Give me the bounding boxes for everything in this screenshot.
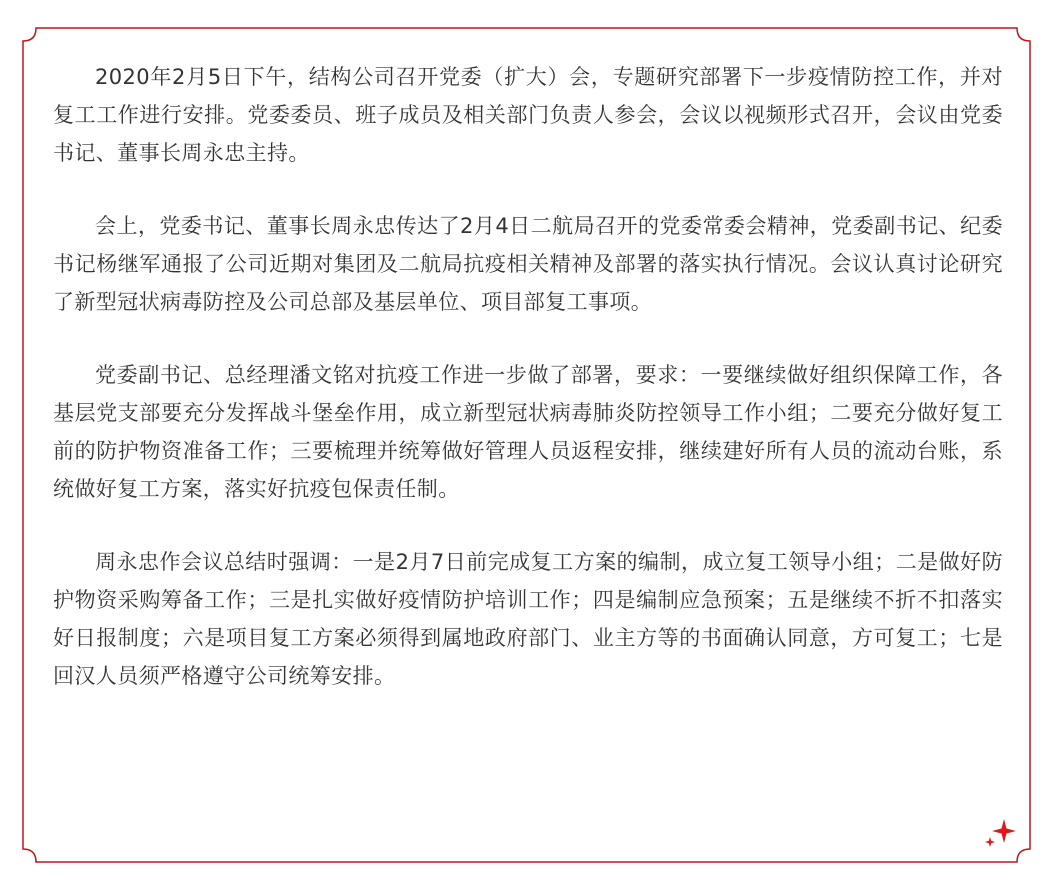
- article-body: [53, 58, 1003, 730]
- sparkle-icon: [982, 815, 1018, 851]
- paragraph-2: 会上，党委书记、董事长周永忠传达了2月4日二航局召开的党委常委会精神，党委副书记、纪委书记杨继军通报了公司近期对集团及二航局抗疫相关精神及部署的落实执行情况。会议认真讨论研究了新型冠状病毒防控及公司总部及基层单位、项目部复工事项。: [53, 214, 1003, 314]
- paragraph-1: 2020年2月5日下午，结构公司召开党委（扩大）会，专题研究部署下一步疫情防控工作，并对复工工作进行安排。党委委员、班子成员及相关部门负责人参会，会议以视频形式召开，会议由党委书记、董事长周永忠主持。: [53, 65, 1003, 165]
- article-frame: [22, 27, 1031, 863]
- paragraph-3: 党委副书记、总经理潘文铭对抗疫工作进一步做了部署，要求：一要继续做好组织保障工作，各基层党支部要充分发挥战斗堡垒作用，成立新型冠状病毒肺炎防控领导工作小组；二要充分做好复工前的防护物资准备工作；三要梳理并统筹做好管理人员返程安排，继续建好所有人员的流动台账，系统做好复工方案，落实好抗疫包保责任制。: [53, 363, 1003, 501]
- paragraph-4: 周永忠作会议总结时强调：一是2月7日前完成复工方案的编制，成立复工领导小组；二是做好防护物资采购筹备工作；三是扎实做好疫情防护培训工作；四是编制应急预案；五是继续不折不扣落实好日报制度；六是项目复工方案必须得到属地政府部门、业主方等的书面确认同意，方可复工；七是回汉人员须严格遵守公司统筹安排。: [53, 550, 1003, 688]
